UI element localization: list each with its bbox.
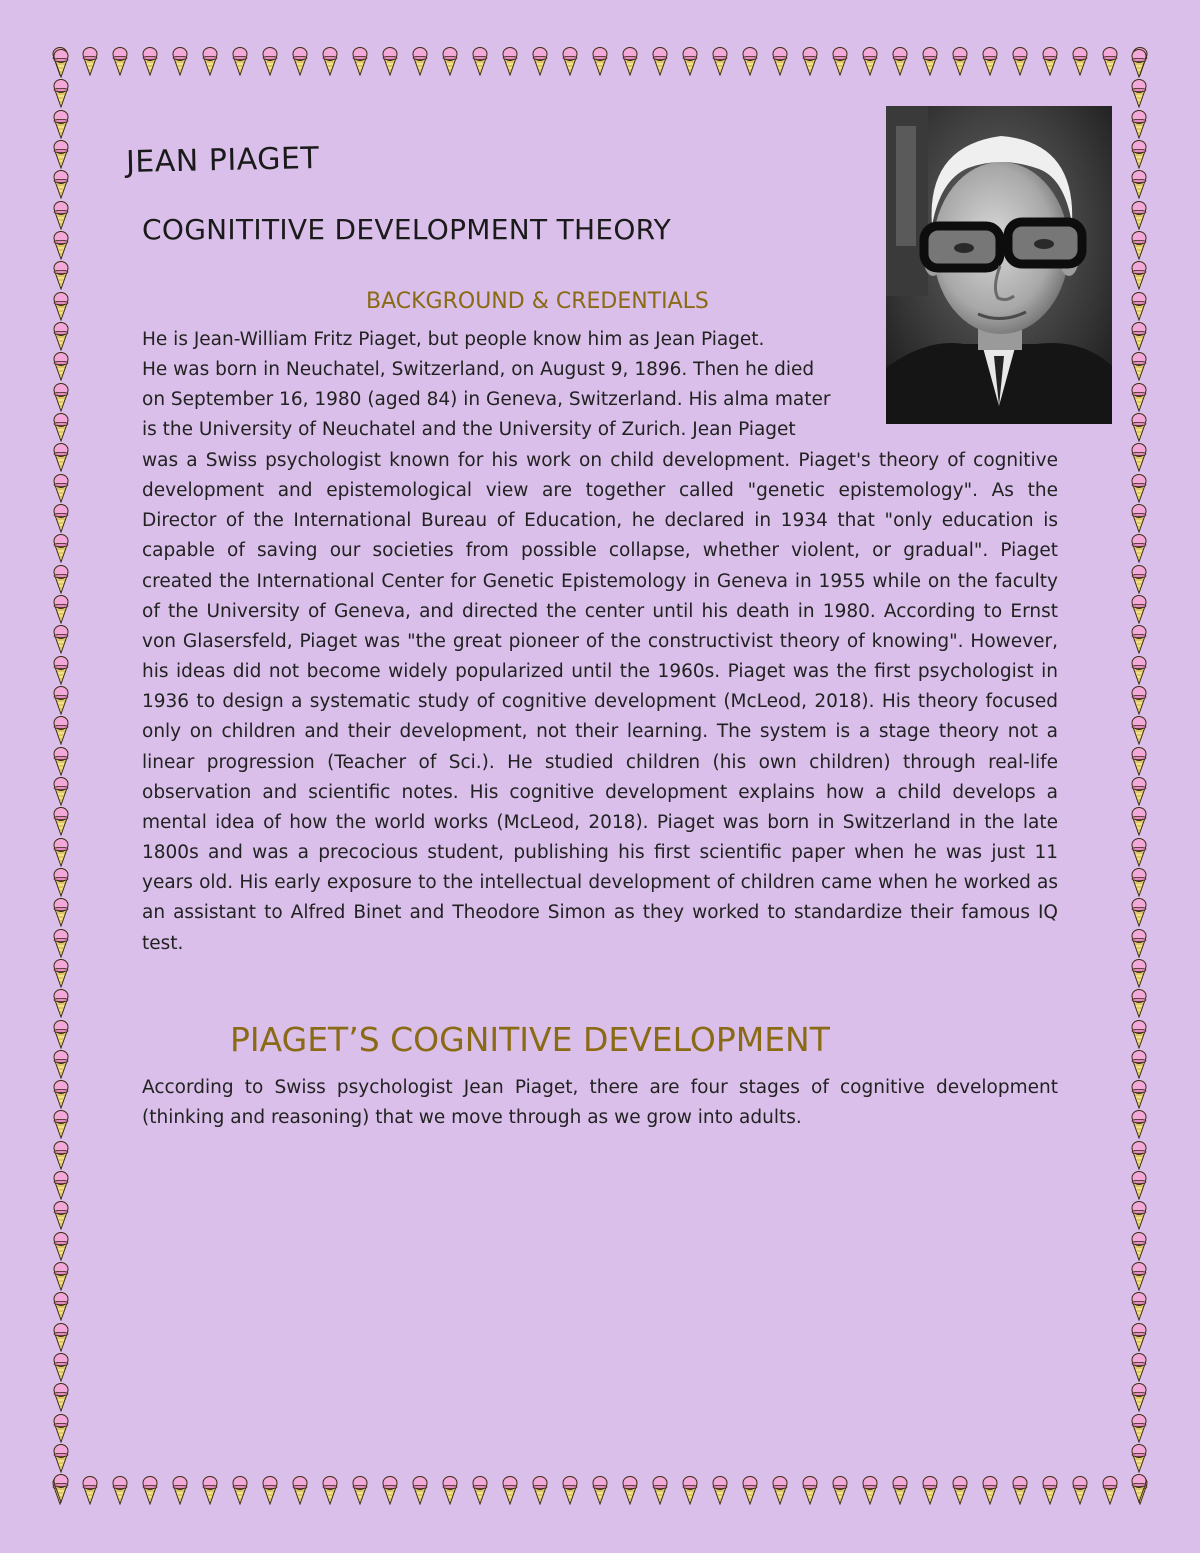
ice-cream-cone-icon	[1131, 48, 1147, 78]
ice-cream-cone-icon	[1042, 1475, 1058, 1505]
portrait-photo	[886, 106, 1112, 424]
text-line: on September 16, 1980 (aged 84) in Geneva, Switzerland. His alma mater	[142, 389, 831, 410]
ice-cream-cone-icon	[1131, 1443, 1147, 1473]
ice-cream-cone-icon	[1131, 503, 1147, 533]
ice-cream-cone-icon	[53, 837, 69, 867]
ice-cream-cone-icon	[592, 1475, 608, 1505]
ice-cream-cone-icon	[1131, 442, 1147, 472]
ice-cream-cone-icon	[53, 1109, 69, 1139]
border-top	[52, 44, 1148, 78]
ice-cream-cone-icon	[53, 533, 69, 563]
ice-cream-cone-icon	[1131, 1413, 1147, 1443]
ice-cream-cone-icon	[1072, 1475, 1088, 1505]
ice-cream-cone-icon	[292, 1475, 308, 1505]
ice-cream-cone-icon	[1131, 776, 1147, 806]
ice-cream-cone-icon	[53, 321, 69, 351]
ice-cream-cone-icon	[712, 1475, 728, 1505]
ice-cream-cone-icon	[142, 1475, 158, 1505]
ice-cream-cone-icon	[592, 46, 608, 76]
ice-cream-cone-icon	[682, 46, 698, 76]
ice-cream-cone-icon	[53, 260, 69, 290]
ice-cream-cone-icon	[53, 1322, 69, 1352]
ice-cream-cone-icon	[112, 1475, 128, 1505]
text-line: He was born in Neuchatel, Switzerland, on August 9, 1896. Then he died	[142, 359, 815, 380]
ice-cream-cone-icon	[1131, 594, 1147, 624]
ice-cream-cone-icon	[112, 46, 128, 76]
ice-cream-cone-icon	[1131, 1473, 1147, 1503]
ice-cream-cone-icon	[53, 139, 69, 169]
ice-cream-cone-icon	[1042, 46, 1058, 76]
ice-cream-cone-icon	[1131, 837, 1147, 867]
ice-cream-cone-icon	[1131, 624, 1147, 654]
ice-cream-cone-icon	[1131, 200, 1147, 230]
ice-cream-cone-icon	[1131, 988, 1147, 1018]
ice-cream-cone-icon	[53, 1261, 69, 1291]
ice-cream-cone-icon	[412, 46, 428, 76]
ice-cream-cone-icon	[53, 1170, 69, 1200]
ice-cream-cone-icon	[53, 78, 69, 108]
ice-cream-cone-icon	[1131, 1382, 1147, 1412]
ice-cream-cone-icon	[382, 46, 398, 76]
ice-cream-cone-icon	[1131, 230, 1147, 260]
ice-cream-cone-icon	[1012, 1475, 1028, 1505]
ice-cream-cone-icon	[53, 1291, 69, 1321]
ice-cream-cone-icon	[53, 291, 69, 321]
ice-cream-cone-icon	[982, 46, 998, 76]
ice-cream-cone-icon	[1131, 321, 1147, 351]
ice-cream-cone-icon	[292, 46, 308, 76]
ice-cream-cone-icon	[712, 46, 728, 76]
ice-cream-cone-icon	[53, 867, 69, 897]
ice-cream-cone-icon	[1131, 139, 1147, 169]
ice-cream-cone-icon	[832, 46, 848, 76]
ice-cream-cone-icon	[53, 382, 69, 412]
page-title: JEAN PIAGET	[125, 140, 320, 180]
ice-cream-cone-icon	[562, 1475, 578, 1505]
ice-cream-cone-icon	[922, 1475, 938, 1505]
section-heading-cognitive-development: PIAGET’S COGNITIVE DEVELOPMENT	[230, 1020, 830, 1059]
ice-cream-cone-icon	[1131, 1170, 1147, 1200]
ice-cream-cone-icon	[1131, 291, 1147, 321]
ice-cream-cone-icon	[1131, 473, 1147, 503]
ice-cream-cone-icon	[322, 46, 338, 76]
ice-cream-cone-icon	[1012, 46, 1028, 76]
ice-cream-cone-icon	[952, 1475, 968, 1505]
ice-cream-cone-icon	[1102, 46, 1118, 76]
ice-cream-cone-icon	[1131, 928, 1147, 958]
ice-cream-cone-icon	[352, 1475, 368, 1505]
ice-cream-cone-icon	[802, 1475, 818, 1505]
ice-cream-cone-icon	[53, 958, 69, 988]
ice-cream-cone-icon	[1131, 715, 1147, 745]
ice-cream-cone-icon	[232, 1475, 248, 1505]
border-bottom	[52, 1473, 1148, 1507]
ice-cream-cone-icon	[142, 46, 158, 76]
ice-cream-cone-icon	[53, 624, 69, 654]
ice-cream-cone-icon	[1131, 1261, 1147, 1291]
ice-cream-cone-icon	[382, 1475, 398, 1505]
ice-cream-cone-icon	[1131, 867, 1147, 897]
ice-cream-cone-icon	[1131, 897, 1147, 927]
ice-cream-cone-icon	[53, 715, 69, 745]
ice-cream-cone-icon	[1131, 1109, 1147, 1139]
ice-cream-cone-icon	[53, 351, 69, 381]
ice-cream-cone-icon	[862, 1475, 878, 1505]
ice-cream-cone-icon	[53, 1200, 69, 1230]
ice-cream-cone-icon	[1131, 1352, 1147, 1382]
ice-cream-cone-icon	[1072, 46, 1088, 76]
border-left	[50, 48, 72, 1504]
ice-cream-cone-icon	[262, 46, 278, 76]
ice-cream-cone-icon	[53, 594, 69, 624]
ice-cream-cone-icon	[262, 1475, 278, 1505]
ice-cream-cone-icon	[1131, 1231, 1147, 1261]
ice-cream-cone-icon	[1131, 564, 1147, 594]
ice-cream-cone-icon	[1131, 109, 1147, 139]
intro-paragraph: According to Swiss psychologist Jean Piaget, there are four stages of cognitive development (thinking and reasoning) that we move through as we grow into adults.	[142, 1077, 1058, 1128]
ice-cream-cone-icon	[682, 1475, 698, 1505]
ice-cream-cone-icon	[1131, 382, 1147, 412]
ice-cream-cone-icon	[1131, 1140, 1147, 1170]
ice-cream-cone-icon	[532, 46, 548, 76]
ice-cream-cone-icon	[622, 1475, 638, 1505]
ice-cream-cone-icon	[53, 746, 69, 776]
ice-cream-cone-icon	[1131, 1019, 1147, 1049]
ice-cream-cone-icon	[832, 1475, 848, 1505]
page-subtitle: COGNITITIVE DEVELOPMENT THEORY	[142, 213, 672, 246]
ice-cream-cone-icon	[53, 1019, 69, 1049]
ice-cream-cone-icon	[53, 1079, 69, 1109]
ice-cream-cone-icon	[82, 46, 98, 76]
ice-cream-cone-icon	[53, 1473, 69, 1503]
ice-cream-cone-icon	[982, 1475, 998, 1505]
ice-cream-cone-icon	[53, 109, 69, 139]
ice-cream-cone-icon	[1131, 1322, 1147, 1352]
ice-cream-cone-icon	[862, 46, 878, 76]
ice-cream-cone-icon	[82, 1475, 98, 1505]
ice-cream-cone-icon	[322, 1475, 338, 1505]
ice-cream-cone-icon	[772, 46, 788, 76]
ice-cream-cone-icon	[53, 230, 69, 260]
ice-cream-cone-icon	[53, 200, 69, 230]
background-paragraph: was a Swiss psychologist known for his work on child development. Piaget's theory of cognitive development and epistemological view are together called "genetic epistemology". As the Director of the International Bureau of Education, he declared in 1934 that "only education is capable of saving our societies from possible collapse, whether violent, or gradual". Piaget created the International Center for Genetic Epistemology in Geneva in 1955 while on the faculty of the University of Geneva, and directed the center until his death in 1980. According to Ernst von Glasersfeld, Piaget was "the great pioneer of the constructivist theory of knowing". However, his ideas did not become widely popularized until the 1960s. Piaget was the first psychologist in 1936 to design a systematic study of cognitive development (McLeod, 2018). His theory focused only on children and their development, not their learning. The system is a stage theory not a linear progression (Teacher of Sci.). He studied children (his own children) through real-life observation and scientific notes. His cognitive development explains how a child develops a mental idea of how the world works (McLeod, 2018). Piaget was born in Switzerland in the late 1800s and was a precocious student, publishing his first scientific paper when he was just 11 years old. His early exposure to the intellectual development of children came when he worked as an assistant to Alfred Binet and Theodore Simon as they worked to standardize their famous IQ test.	[142, 450, 1058, 954]
ice-cream-cone-icon	[172, 1475, 188, 1505]
ice-cream-cone-icon	[53, 1231, 69, 1261]
ice-cream-cone-icon	[742, 46, 758, 76]
ice-cream-cone-icon	[172, 46, 188, 76]
ice-cream-cone-icon	[232, 46, 248, 76]
ice-cream-cone-icon	[1131, 1200, 1147, 1230]
border-right	[1128, 48, 1150, 1504]
ice-cream-cone-icon	[53, 1413, 69, 1443]
ice-cream-cone-icon	[53, 685, 69, 715]
ice-cream-cone-icon	[1131, 533, 1147, 563]
ice-cream-cone-icon	[53, 169, 69, 199]
ice-cream-cone-icon	[1131, 806, 1147, 836]
ice-cream-cone-icon	[53, 928, 69, 958]
ice-cream-cone-icon	[892, 46, 908, 76]
ice-cream-cone-icon	[412, 1475, 428, 1505]
ice-cream-cone-icon	[202, 1475, 218, 1505]
ice-cream-cone-icon	[1131, 412, 1147, 442]
ice-cream-cone-icon	[53, 442, 69, 472]
section-heading-background: BACKGROUND & CREDENTIALS	[366, 289, 709, 314]
ice-cream-cone-icon	[53, 897, 69, 927]
ice-cream-cone-icon	[562, 46, 578, 76]
ice-cream-cone-icon	[53, 473, 69, 503]
ice-cream-cone-icon	[202, 46, 218, 76]
ice-cream-cone-icon	[442, 1475, 458, 1505]
ice-cream-cone-icon	[53, 48, 69, 78]
ice-cream-cone-icon	[1131, 260, 1147, 290]
ice-cream-cone-icon	[1131, 1079, 1147, 1109]
ice-cream-cone-icon	[53, 1140, 69, 1170]
ice-cream-cone-icon	[472, 46, 488, 76]
ice-cream-cone-icon	[622, 46, 638, 76]
ice-cream-cone-icon	[1131, 169, 1147, 199]
ice-cream-cone-icon	[952, 46, 968, 76]
text-line: is the University of Neuchatel and the University of Zurich. Jean Piaget	[142, 419, 796, 440]
ice-cream-cone-icon	[502, 1475, 518, 1505]
ice-cream-cone-icon	[1131, 78, 1147, 108]
ice-cream-cone-icon	[53, 1443, 69, 1473]
ice-cream-cone-icon	[892, 1475, 908, 1505]
ice-cream-cone-icon	[53, 988, 69, 1018]
ice-cream-cone-icon	[1131, 655, 1147, 685]
ice-cream-cone-icon	[1131, 685, 1147, 715]
ice-cream-cone-icon	[532, 1475, 548, 1505]
ice-cream-cone-icon	[802, 46, 818, 76]
ice-cream-cone-icon	[53, 1049, 69, 1079]
ice-cream-cone-icon	[442, 46, 458, 76]
ice-cream-cone-icon	[922, 46, 938, 76]
ice-cream-cone-icon	[53, 806, 69, 836]
ice-cream-cone-icon	[53, 564, 69, 594]
ice-cream-cone-icon	[772, 1475, 788, 1505]
ice-cream-cone-icon	[53, 412, 69, 442]
ice-cream-cone-icon	[652, 46, 668, 76]
ice-cream-cone-icon	[1131, 958, 1147, 988]
ice-cream-cone-icon	[652, 1475, 668, 1505]
ice-cream-cone-icon	[742, 1475, 758, 1505]
ice-cream-cone-icon	[53, 503, 69, 533]
ice-cream-cone-icon	[1131, 1291, 1147, 1321]
ice-cream-cone-icon	[1131, 746, 1147, 776]
ice-cream-cone-icon	[502, 46, 518, 76]
ice-cream-cone-icon	[53, 776, 69, 806]
ice-cream-cone-icon	[1131, 1049, 1147, 1079]
ice-cream-cone-icon	[1102, 1475, 1118, 1505]
ice-cream-cone-icon	[1131, 351, 1147, 381]
ice-cream-cone-icon	[472, 1475, 488, 1505]
ice-cream-cone-icon	[53, 1382, 69, 1412]
ice-cream-cone-icon	[352, 46, 368, 76]
ice-cream-cone-icon	[53, 655, 69, 685]
text-line: He is Jean-William Fritz Piaget, but people know him as Jean Piaget.	[142, 329, 765, 350]
ice-cream-cone-icon	[53, 1352, 69, 1382]
